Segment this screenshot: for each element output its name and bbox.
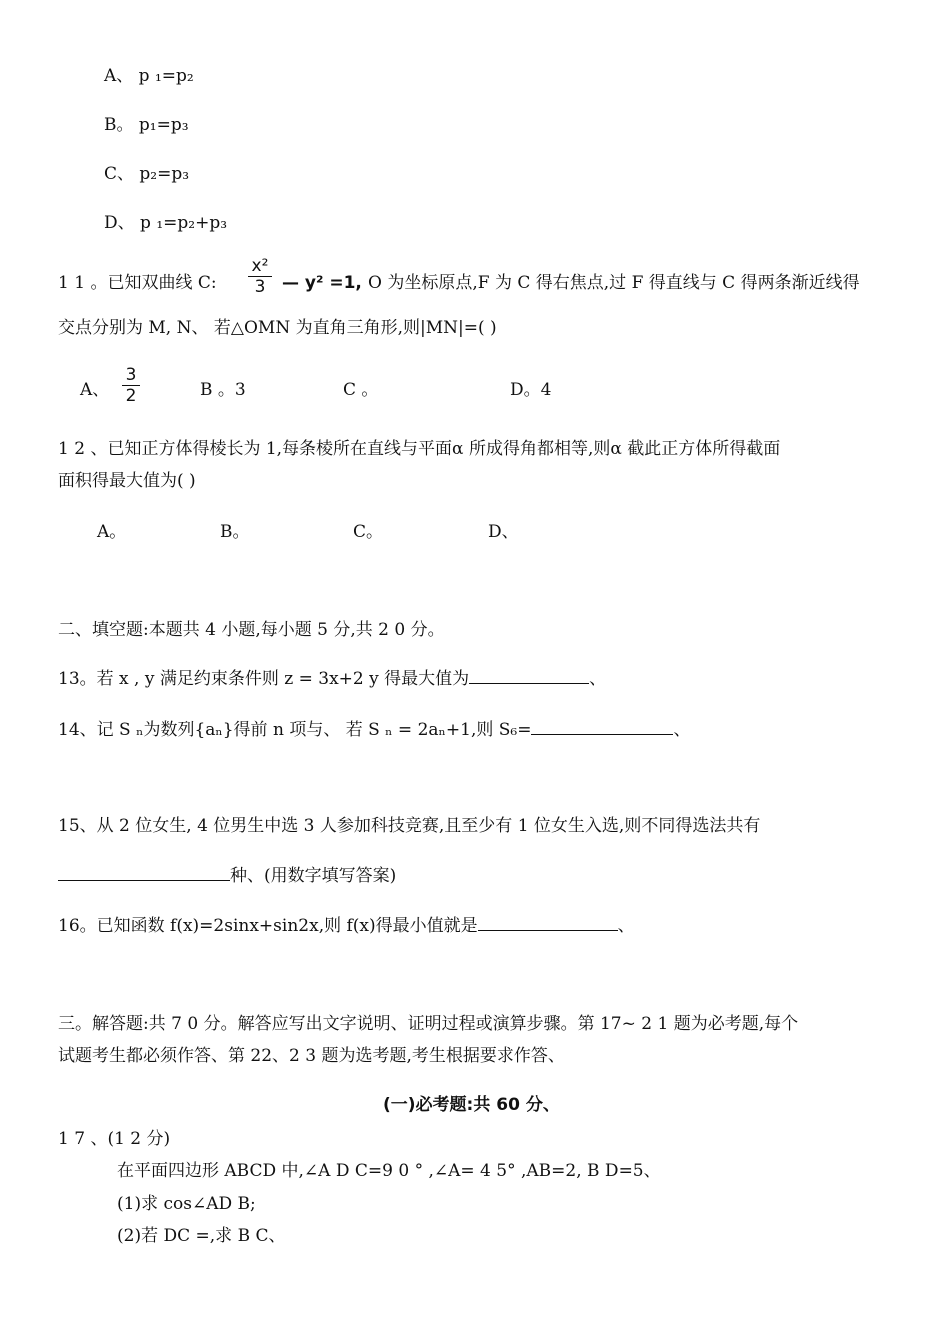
q12-option-c: C。 xyxy=(353,522,384,542)
q15-line1: 15、从 2 位女生, 4 位男生中选 3 人参加科技竞赛,且至少有 1 位女生入选,则不同得选法共有 xyxy=(58,816,761,836)
q11-rest: O 为坐标原点,F 为 C 得右焦点,过 F 得直线与 C 得两条渐近线得 xyxy=(368,273,860,293)
q13-end: 、 xyxy=(589,669,607,689)
q12-option-a: A。 xyxy=(97,522,127,542)
q11-line2: 交点分别为 M, N、 若△OMN 为直角三角形,则|MN|=( ) xyxy=(58,318,497,338)
q11-option-a-fraction xyxy=(122,365,140,406)
q11-prefix: 1 1 。已知双曲线 C: xyxy=(58,273,217,293)
q14-end: 、 xyxy=(673,720,691,740)
q15-answer-blank[interactable] xyxy=(58,862,230,881)
q14-answer-blank[interactable] xyxy=(531,716,673,735)
q11-fraction xyxy=(248,256,272,297)
q14-text xyxy=(58,716,690,742)
section2-heading: 二、填空题:本题共 4 小题,每小题 5 分,共 2 0 分。 xyxy=(58,620,445,640)
q11-opt-a-den: 2 xyxy=(125,386,137,406)
q11-option-c: C 。 xyxy=(343,380,379,400)
section3-heading-line2: 试题考生都必须作答、第 22、2 3 题为选考题,考生根据要求作答、 xyxy=(58,1046,565,1066)
q14-stem: 14、记 S ₙ为数列{aₙ}得前 n 项与、 若 S ₙ = 2aₙ+1,则 S₆= xyxy=(58,720,532,740)
section3-heading-line1: 三。解答题:共 7 0 分。解答应写出文字说明、证明过程或演算步骤。第 17~ 2 1 题为必考题,每个 xyxy=(58,1014,799,1034)
q16-stem: 16。已知函数 f(x)=2sinx+sin2x,则 f(x)得最小值就是 xyxy=(58,916,478,936)
q13-text xyxy=(58,665,606,691)
q15-line2-wrap xyxy=(58,862,396,888)
q16-end: 、 xyxy=(617,916,635,936)
q10-option-d: D、 p ₁=p₂+p₃ xyxy=(104,213,228,233)
q11-option-d: D。4 xyxy=(510,380,552,400)
q17-title: 1 7 、(1 2 分) xyxy=(58,1129,171,1149)
q11-opt-a-num: 3 xyxy=(125,365,137,385)
q13-answer-blank[interactable] xyxy=(469,665,589,684)
q16-text xyxy=(58,912,635,938)
q11-frac-num: x² xyxy=(251,256,269,276)
q12-line1: 1 2 、已知正方体得棱长为 1,每条棱所在直线与平面α 所成得角都相等,则α 截此正方体所得截面 xyxy=(58,439,781,459)
q11-option-b: B 。3 xyxy=(200,380,246,400)
q12-option-b: B。 xyxy=(220,522,250,542)
q17-stem: 在平面四边形 ABCD 中,∠A D C=9 0 ° ,∠A= 4 5° ,AB=2, B D=5、 xyxy=(117,1161,661,1181)
q10-option-c: C、 p₂=p₃ xyxy=(104,164,190,184)
q11-after-fraction: — y² =1, xyxy=(282,273,362,293)
q12-option-d: D、 xyxy=(488,522,519,542)
q16-answer-blank[interactable] xyxy=(478,912,618,931)
q17-part1: (1)求 cos∠AD B; xyxy=(117,1194,256,1214)
section3-subheading: (一)必考题:共 60 分、 xyxy=(383,1095,560,1115)
q17-part2: (2)若 DC =,求 B C、 xyxy=(117,1226,286,1246)
q11-frac-den: 3 xyxy=(254,277,266,297)
q12-line2: 面积得最大值为( ) xyxy=(58,471,196,491)
q13-stem: 13。若 x , y 满足约束条件则 z = 3x+2 y 得最大值为 xyxy=(58,669,470,689)
q15-line2: 种、(用数字填写答案) xyxy=(230,866,397,886)
q10-option-b: B。 p₁=p₃ xyxy=(104,115,189,135)
q11-option-a-label: A、 xyxy=(80,380,110,400)
q10-option-a: A、 p ₁=p₂ xyxy=(104,66,194,86)
